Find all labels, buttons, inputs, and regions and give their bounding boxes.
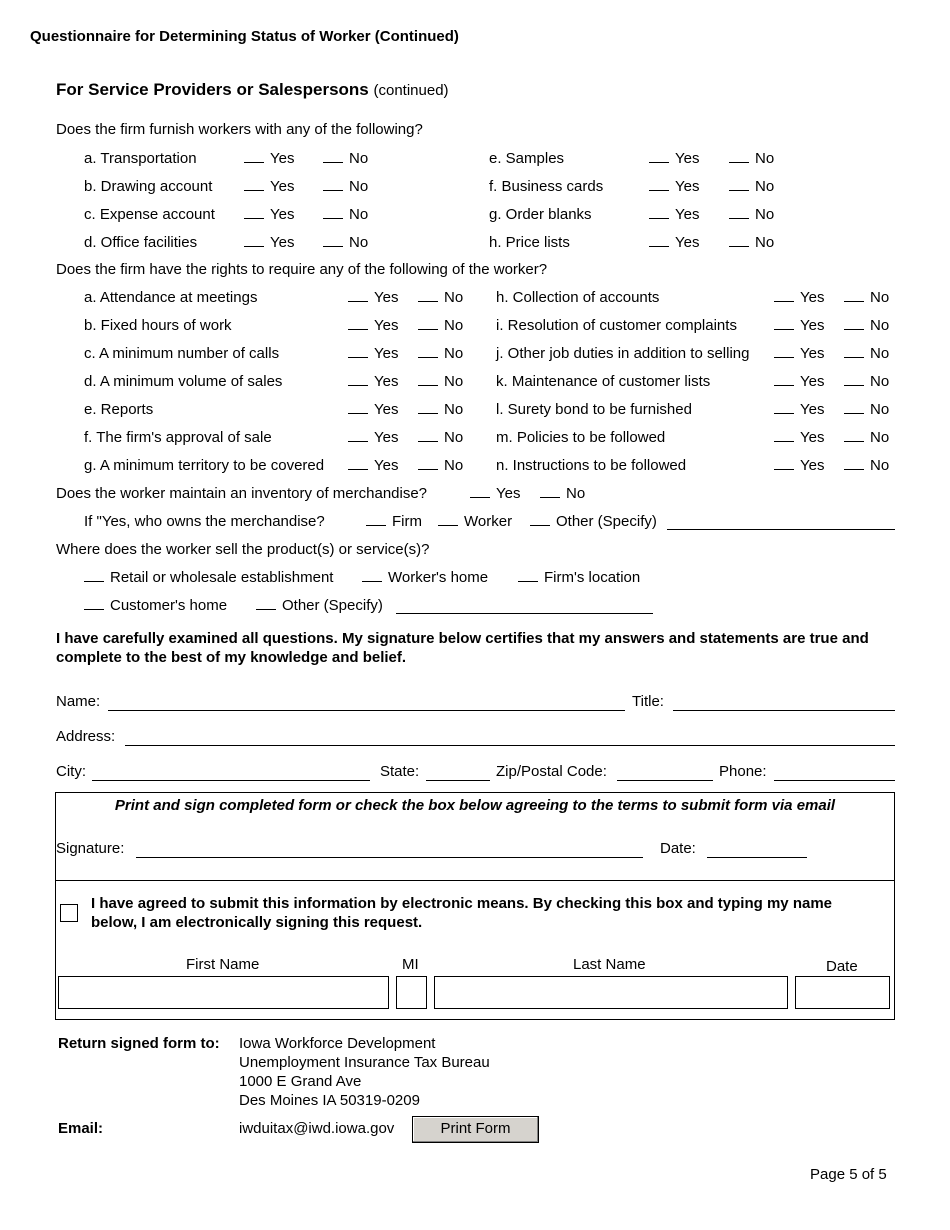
- no-label: No: [755, 178, 775, 195]
- yes-label: Yes: [800, 457, 825, 474]
- q1-item-label: c. Expense account: [84, 206, 215, 223]
- signature-field[interactable]: [136, 857, 643, 858]
- q2-yes-option[interactable]: [774, 401, 824, 418]
- yes-label: Yes: [800, 429, 825, 446]
- title-label: Title:: [632, 693, 664, 710]
- q2-item-label: f. The firm's approval of sale: [84, 429, 272, 446]
- q2-no-option[interactable]: [844, 317, 889, 334]
- owner-other-option[interactable]: Other (Specify): [530, 513, 657, 530]
- mi-label: MI: [402, 956, 419, 973]
- certification-statement: I have carefully examined all questions. My signature below certifies that my answers and statements are true and complete to the best of my knowledge and belief.: [56, 630, 869, 666]
- esign-agree-checkbox[interactable]: [60, 904, 78, 922]
- answer-blank[interactable]: [348, 429, 368, 442]
- answer-blank[interactable]: [418, 345, 438, 358]
- no-label: No: [349, 178, 369, 195]
- state-field[interactable]: [426, 780, 490, 781]
- sell-other-specify-line[interactable]: [396, 613, 653, 614]
- title-field[interactable]: [673, 710, 895, 711]
- q1-yes-option[interactable]: [244, 234, 294, 251]
- q2-yes-option[interactable]: [774, 345, 824, 362]
- q2-no-option[interactable]: [418, 401, 463, 418]
- phone-label: Phone:: [719, 763, 767, 780]
- q2-item-label: k. Maintenance of customer lists: [496, 373, 711, 390]
- signature-date-label: Date:: [660, 840, 696, 857]
- owner-worker-option[interactable]: Worker: [438, 513, 512, 530]
- answer-blank[interactable]: [348, 345, 368, 358]
- state-label: State:: [380, 763, 420, 780]
- yes-label: Yes: [374, 429, 399, 446]
- no-label: No: [349, 234, 369, 251]
- yes-label: Yes: [800, 289, 825, 306]
- yes-label: Yes: [800, 373, 825, 390]
- q2-yes-option[interactable]: [348, 317, 398, 334]
- first-name-input[interactable]: [58, 976, 389, 1009]
- return-label: Return signed form to:: [58, 1035, 220, 1052]
- no-label: No: [870, 345, 890, 362]
- answer-blank[interactable]: [348, 317, 368, 330]
- email-label: Email:: [58, 1120, 104, 1137]
- q1-no-option[interactable]: [323, 206, 368, 223]
- address-label: Address:: [56, 728, 116, 745]
- yes-label: Yes: [800, 317, 825, 334]
- name-field[interactable]: [108, 710, 625, 711]
- yes-label: Yes: [800, 401, 825, 418]
- phone-field[interactable]: [774, 780, 895, 781]
- answer-blank[interactable]: [323, 178, 343, 191]
- city-label: City:: [56, 763, 86, 780]
- q1-item-label: h. Price lists: [489, 234, 570, 251]
- answer-blank[interactable]: [844, 317, 864, 330]
- answer-blank[interactable]: [774, 401, 794, 414]
- no-label: No: [444, 373, 464, 390]
- no-label: No: [444, 457, 464, 474]
- answer-blank[interactable]: [774, 317, 794, 330]
- first-name-label: First Name: [186, 956, 260, 973]
- signature-date-field[interactable]: [707, 857, 807, 858]
- q1-no-option[interactable]: [729, 178, 774, 195]
- q1-yes-option[interactable]: [649, 234, 699, 251]
- answer-blank[interactable]: [348, 373, 368, 386]
- q2-item-label: c. A minimum number of calls: [84, 345, 280, 362]
- answer-blank[interactable]: [844, 373, 864, 386]
- no-label: No: [349, 150, 369, 167]
- answer-blank[interactable]: [729, 150, 749, 163]
- yes-label: Yes: [374, 401, 399, 418]
- q1-yes-option[interactable]: [649, 150, 699, 167]
- q2-item-label: i. Resolution of customer complaints: [496, 317, 737, 334]
- return-line-1: Iowa Workforce Development: [239, 1035, 436, 1052]
- answer-blank[interactable]: [844, 289, 864, 302]
- no-label: No: [870, 317, 890, 334]
- yes-label: Yes: [374, 289, 399, 306]
- answer-blank[interactable]: [418, 429, 438, 442]
- q1-item-label: a. Transportation: [84, 150, 197, 167]
- q2-yes-option[interactable]: [348, 401, 398, 418]
- q2-yes-option[interactable]: [774, 457, 824, 474]
- sell-firm-location-option[interactable]: Firm's location: [518, 569, 640, 586]
- q2-no-option[interactable]: [844, 429, 889, 446]
- last-name-label: Last Name: [573, 956, 646, 973]
- q2-item-label: l. Surety bond to be furnished: [496, 401, 692, 418]
- yes-label: Yes: [270, 206, 295, 223]
- section-title-suffix: (continued): [373, 82, 449, 99]
- q1-item-label: g. Order blanks: [489, 206, 592, 223]
- section-title-text: For Service Providers or Salespersons: [56, 80, 369, 99]
- q1-yes-option[interactable]: [244, 150, 294, 167]
- yes-label: Yes: [374, 457, 399, 474]
- yes-label: Yes: [270, 234, 295, 251]
- q2-no-option[interactable]: [418, 289, 463, 306]
- q2-yes-option[interactable]: [348, 429, 398, 446]
- owner-firm-option[interactable]: Firm: [366, 513, 422, 530]
- answer-blank[interactable]: [649, 206, 669, 219]
- name-label: Name:: [56, 693, 101, 710]
- answer-blank[interactable]: [774, 289, 794, 302]
- last-name-input[interactable]: [434, 976, 788, 1009]
- q1-yes-option[interactable]: [649, 178, 699, 195]
- q2-yes-option[interactable]: [774, 429, 824, 446]
- q1-item-label: e. Samples: [489, 150, 565, 167]
- no-label: No: [444, 317, 464, 334]
- q1-item-label: d. Office facilities: [84, 234, 198, 251]
- answer-blank[interactable]: [844, 401, 864, 414]
- q1-no-option[interactable]: [323, 234, 368, 251]
- answer-blank[interactable]: [729, 206, 749, 219]
- section-title: [56, 80, 449, 100]
- q2-yes-option[interactable]: [348, 289, 398, 306]
- email-value: iwduitax@iwd.iowa.gov: [239, 1120, 395, 1137]
- owner-other-specify-line[interactable]: [667, 529, 895, 530]
- answer-blank[interactable]: [418, 401, 438, 414]
- yes-label: Yes: [270, 150, 295, 167]
- no-label: No: [755, 206, 775, 223]
- yes-label: Yes: [374, 345, 399, 362]
- q2-yes-option[interactable]: [348, 373, 398, 390]
- answer-blank[interactable]: [244, 150, 264, 163]
- yes-label: Yes: [675, 178, 700, 195]
- answer-blank[interactable]: [348, 289, 368, 302]
- question-owner: If "Yes, who owns the merchandise?: [84, 513, 325, 530]
- q1-no-option[interactable]: [729, 234, 774, 251]
- esign-date-input[interactable]: [795, 976, 890, 1009]
- yes-label: Yes: [675, 150, 700, 167]
- no-label: No: [755, 150, 775, 167]
- answer-blank[interactable]: [844, 429, 864, 442]
- q2-item-label: d. A minimum volume of sales: [84, 373, 283, 390]
- q1-yes-option[interactable]: [244, 178, 294, 195]
- sell-customer-home-option[interactable]: Customer's home: [84, 597, 227, 614]
- esign-date-label: Date: [826, 958, 858, 975]
- no-label: No: [870, 457, 890, 474]
- answer-blank[interactable]: [348, 401, 368, 414]
- inventory-yes[interactable]: Yes: [470, 485, 520, 502]
- sell-other-option[interactable]: Other (Specify): [256, 597, 383, 614]
- answer-blank[interactable]: [649, 178, 669, 191]
- q2-yes-option[interactable]: [348, 345, 398, 362]
- yes-label: Yes: [800, 345, 825, 362]
- q2-item-label: a. Attendance at meetings: [84, 289, 258, 306]
- q2-item-label: g. A minimum territory to be covered: [84, 457, 325, 474]
- answer-blank[interactable]: [844, 457, 864, 470]
- q2-item-label: m. Policies to be followed: [496, 429, 666, 446]
- q2-no-option[interactable]: [418, 345, 463, 362]
- no-label: No: [444, 401, 464, 418]
- answer-blank[interactable]: [244, 178, 264, 191]
- q2-no-option[interactable]: [418, 317, 463, 334]
- yes-label: Yes: [374, 373, 399, 390]
- mi-input[interactable]: [396, 976, 427, 1009]
- city-field[interactable]: [92, 780, 370, 781]
- question-inventory: Does the worker maintain an inventory of merchandise?: [56, 485, 428, 502]
- answer-blank[interactable]: [844, 345, 864, 358]
- q1-no-option[interactable]: [729, 150, 774, 167]
- yes-label: Yes: [675, 234, 700, 251]
- no-label: No: [755, 234, 775, 251]
- q1-yes-option[interactable]: [244, 206, 294, 223]
- no-label: No: [444, 429, 464, 446]
- answer-blank[interactable]: [348, 457, 368, 470]
- q2-yes-option[interactable]: [774, 289, 824, 306]
- address-field[interactable]: [125, 745, 895, 746]
- esign-agree-text: I have agreed to submit this information by electronic means. By checking this box and typing my name below, I am electronically signing this request.: [91, 895, 832, 931]
- answer-blank[interactable]: [323, 150, 343, 163]
- q1-yes-option[interactable]: [649, 206, 699, 223]
- return-line-4: Des Moines IA 50319-0209: [239, 1092, 420, 1109]
- q2-item-label: e. Reports: [84, 401, 154, 418]
- answer-blank[interactable]: [244, 234, 264, 247]
- yes-label: Yes: [270, 178, 295, 195]
- print-form-button[interactable]: Print Form: [412, 1116, 539, 1143]
- question-sell-location: Where does the worker sell the product(s) or service(s)?: [56, 541, 430, 558]
- return-line-2: Unemployment Insurance Tax Bureau: [239, 1054, 490, 1071]
- answer-blank[interactable]: [418, 457, 438, 470]
- page-header: Questionnaire for Determining Status of Worker (Continued): [30, 28, 459, 45]
- no-label: No: [870, 289, 890, 306]
- answer-blank[interactable]: [244, 206, 264, 219]
- answer-blank[interactable]: [774, 457, 794, 470]
- yes-label: Yes: [374, 317, 399, 334]
- answer-blank[interactable]: [774, 345, 794, 358]
- q1-item-label: f. Business cards: [489, 178, 604, 195]
- answer-blank[interactable]: [418, 317, 438, 330]
- q2-item-label: h. Collection of accounts: [496, 289, 660, 306]
- no-label: No: [870, 373, 890, 390]
- signature-label: Signature:: [56, 840, 125, 857]
- inventory-no[interactable]: No: [540, 485, 585, 502]
- q2-no-option[interactable]: [844, 401, 889, 418]
- no-label: No: [444, 345, 464, 362]
- question-furnish: Does the firm furnish workers with any of the following?: [56, 121, 423, 138]
- q1-item-label: b. Drawing account: [84, 178, 213, 195]
- sell-workers-home-option[interactable]: Worker's home: [362, 569, 488, 586]
- q2-yes-option[interactable]: [348, 457, 398, 474]
- q2-no-option[interactable]: [844, 345, 889, 362]
- q1-no-option[interactable]: [323, 150, 368, 167]
- no-label: No: [870, 401, 890, 418]
- print-sign-instruction: Print and sign completed form or check the box below agreeing to the terms to submit form via email: [114, 797, 836, 814]
- q1-no-option[interactable]: [729, 206, 774, 223]
- page-number: Page 5 of 5: [810, 1166, 887, 1183]
- answer-blank[interactable]: [729, 178, 749, 191]
- no-label: No: [444, 289, 464, 306]
- q2-item-label: n. Instructions to be followed: [496, 457, 687, 474]
- q2-item-label: j. Other job duties in addition to selling: [496, 345, 750, 362]
- q2-no-option[interactable]: [844, 289, 889, 306]
- no-label: No: [870, 429, 890, 446]
- q2-item-label: b. Fixed hours of work: [84, 317, 232, 334]
- q2-yes-option[interactable]: [774, 317, 824, 334]
- q2-no-option[interactable]: [844, 373, 889, 390]
- answer-blank[interactable]: [774, 373, 794, 386]
- sell-retail-option[interactable]: Retail or wholesale establishment: [84, 569, 333, 586]
- answer-blank[interactable]: [729, 234, 749, 247]
- zip-field[interactable]: [617, 780, 713, 781]
- q2-no-option[interactable]: [418, 373, 463, 390]
- answer-blank[interactable]: [323, 206, 343, 219]
- q2-yes-option[interactable]: [774, 373, 824, 390]
- question-rights: Does the firm have the rights to require any of the following of the worker?: [56, 261, 548, 278]
- q1-no-option[interactable]: [323, 178, 368, 195]
- return-line-3: 1000 E Grand Ave: [239, 1073, 362, 1090]
- q2-no-option[interactable]: [418, 429, 463, 446]
- q2-no-option[interactable]: [418, 457, 463, 474]
- zip-label: Zip/Postal Code:: [496, 763, 607, 780]
- answer-blank[interactable]: [418, 373, 438, 386]
- q2-no-option[interactable]: [844, 457, 889, 474]
- no-label: No: [349, 206, 369, 223]
- answer-blank[interactable]: [774, 429, 794, 442]
- answer-blank[interactable]: [323, 234, 343, 247]
- yes-label: Yes: [675, 206, 700, 223]
- answer-blank[interactable]: [649, 234, 669, 247]
- answer-blank[interactable]: [649, 150, 669, 163]
- answer-blank[interactable]: [418, 289, 438, 302]
